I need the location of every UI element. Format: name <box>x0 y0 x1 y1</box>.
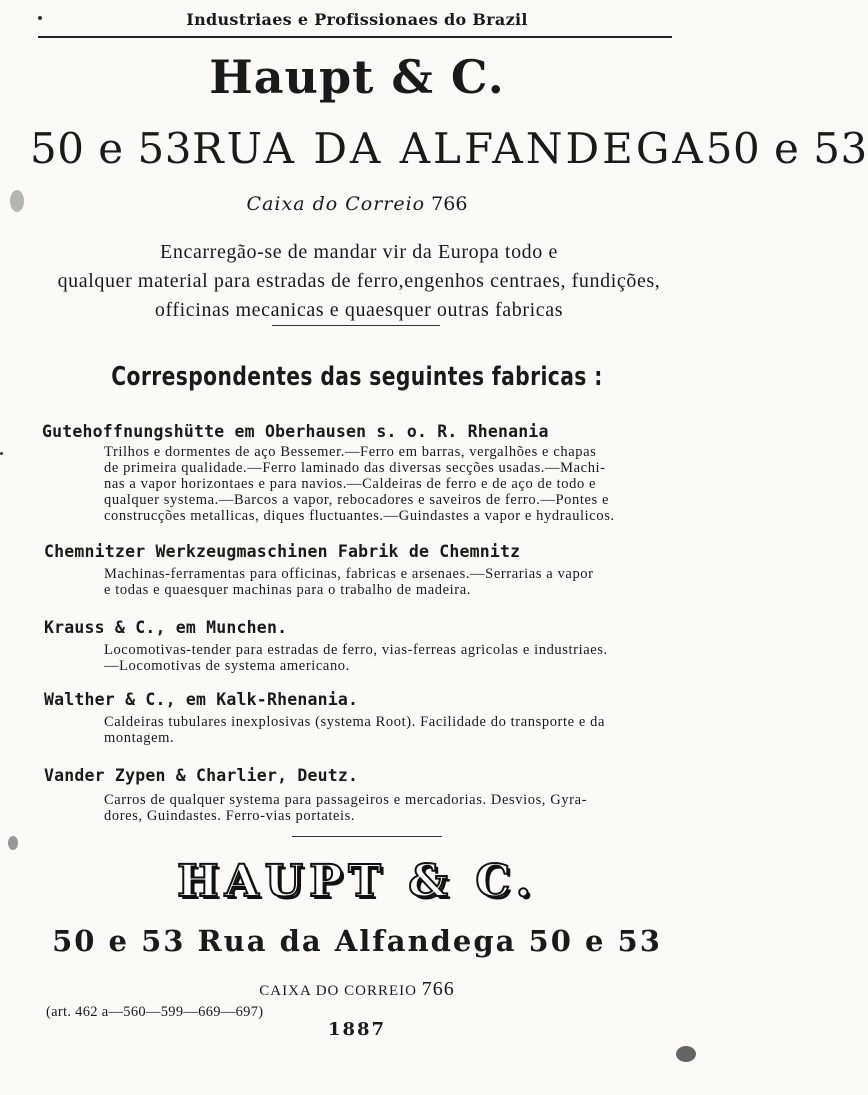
catalog-reference: (art. 462 a—560—599—669—697) <box>46 1004 264 1020</box>
divider-rule <box>272 325 440 326</box>
entry-line: e todas e quaesquer machinas para o trabalho de madeira. <box>104 582 471 598</box>
bottom-caixa-number: 766 <box>421 978 455 1000</box>
year: 1887 <box>327 1019 387 1040</box>
entry-line: nas a vapor horizontaes e para navios.—Caldeiras de ferro e de aço de todo e <box>104 476 597 492</box>
entry-line: dores, Guindastes. Ferro-vias portateis. <box>104 808 356 824</box>
correspondents-heading: Correspondentes das seguintes fabricas : <box>111 362 603 392</box>
running-head: Industriaes e Profissionaes do Brazil <box>186 10 528 29</box>
entry-title: Gutehoffnungshütte em Oberhausen s. o. R. Rhenania <box>42 422 549 441</box>
caixa-correio <box>0 193 714 215</box>
entry-line: de primeira qualidade.—Ferro laminado das diversas secções usadas.—Machi- <box>104 460 606 476</box>
ink-blot <box>8 836 18 850</box>
bottom-address: 50 e 53 Rua da Alfandega 50 e 53 <box>52 924 662 958</box>
intro-line: Encarregão-se de mandar vir da Europa todo e <box>160 241 558 263</box>
bottom-logo: HAUPT & C. <box>177 856 537 907</box>
entry-body <box>104 714 605 746</box>
caixa-number: 766 <box>431 193 468 215</box>
entry-body <box>104 642 608 674</box>
ink-blot <box>676 1046 696 1062</box>
entry-body <box>104 792 587 824</box>
entry-line: construcções metallicas, diques fluctuantes.—Guindastes a vapor e hydraulicos. <box>104 508 615 524</box>
entry-body <box>104 566 594 598</box>
entry-title: Chemnitzer Werkzeugmaschinen Fabrik de Chemnitz <box>44 542 521 561</box>
entry-line: montagem. <box>104 730 175 746</box>
address-number-left: 50 e 53 <box>30 124 192 173</box>
entry-line: —Locomotivas de systema americano. <box>104 658 350 674</box>
ink-speck <box>0 452 3 455</box>
entry-line: qualquer systema.—Barcos a vapor, rebocadores e saveiros de ferro.—Pontes e <box>104 492 610 508</box>
ink-speck <box>38 16 42 20</box>
entry-line: Locomotivas-tender para estradas de ferro, vias-ferreas agricolas e industriaes. <box>104 642 608 658</box>
intro-paragraph <box>36 238 682 325</box>
entry-line: Caldeiras tubulares inexplosivas (systema Root). Facilidade do transporte e da <box>104 714 606 730</box>
address-line <box>30 124 868 173</box>
entry-line: Trilhos e dormentes de aço Bessemer.—Ferro em barras, vergalhões e chapas <box>104 444 597 460</box>
entry-body <box>104 444 615 524</box>
intro-line: qualquer material para estradas de ferro,engenhos centraes, fundições, <box>57 270 661 292</box>
bottom-caixa <box>0 978 714 1001</box>
entry-title: Krauss & C., em Munchen. <box>44 618 288 637</box>
entry-title: Walther & C., em Kalk-Rhenania. <box>44 690 359 709</box>
address-street: RUA DA ALFANDEGA <box>191 124 706 173</box>
entry-title: Vander Zypen & Charlier, Deutz. <box>44 766 359 785</box>
divider-rule <box>292 836 442 837</box>
header-rule <box>38 36 672 38</box>
entry-line: Machinas-ferramentas para officinas, fabricas e arsenaes.—Serrarias a vapor <box>104 566 594 582</box>
bottom-caixa-label: CAIXA DO CORREIO <box>259 983 417 999</box>
ink-blot <box>10 190 24 212</box>
intro-line: officinas mecanicas e quaesquer outras fabricas <box>154 299 564 321</box>
entry-line: Carros de qualquer systema para passageiros e mercadorias. Desvios, Gyra- <box>104 792 588 808</box>
address-number-right: 50 e 53 <box>705 124 868 173</box>
caixa-label: Caixa do Correio <box>246 193 426 215</box>
firm-title: Haupt & C. <box>209 50 505 104</box>
